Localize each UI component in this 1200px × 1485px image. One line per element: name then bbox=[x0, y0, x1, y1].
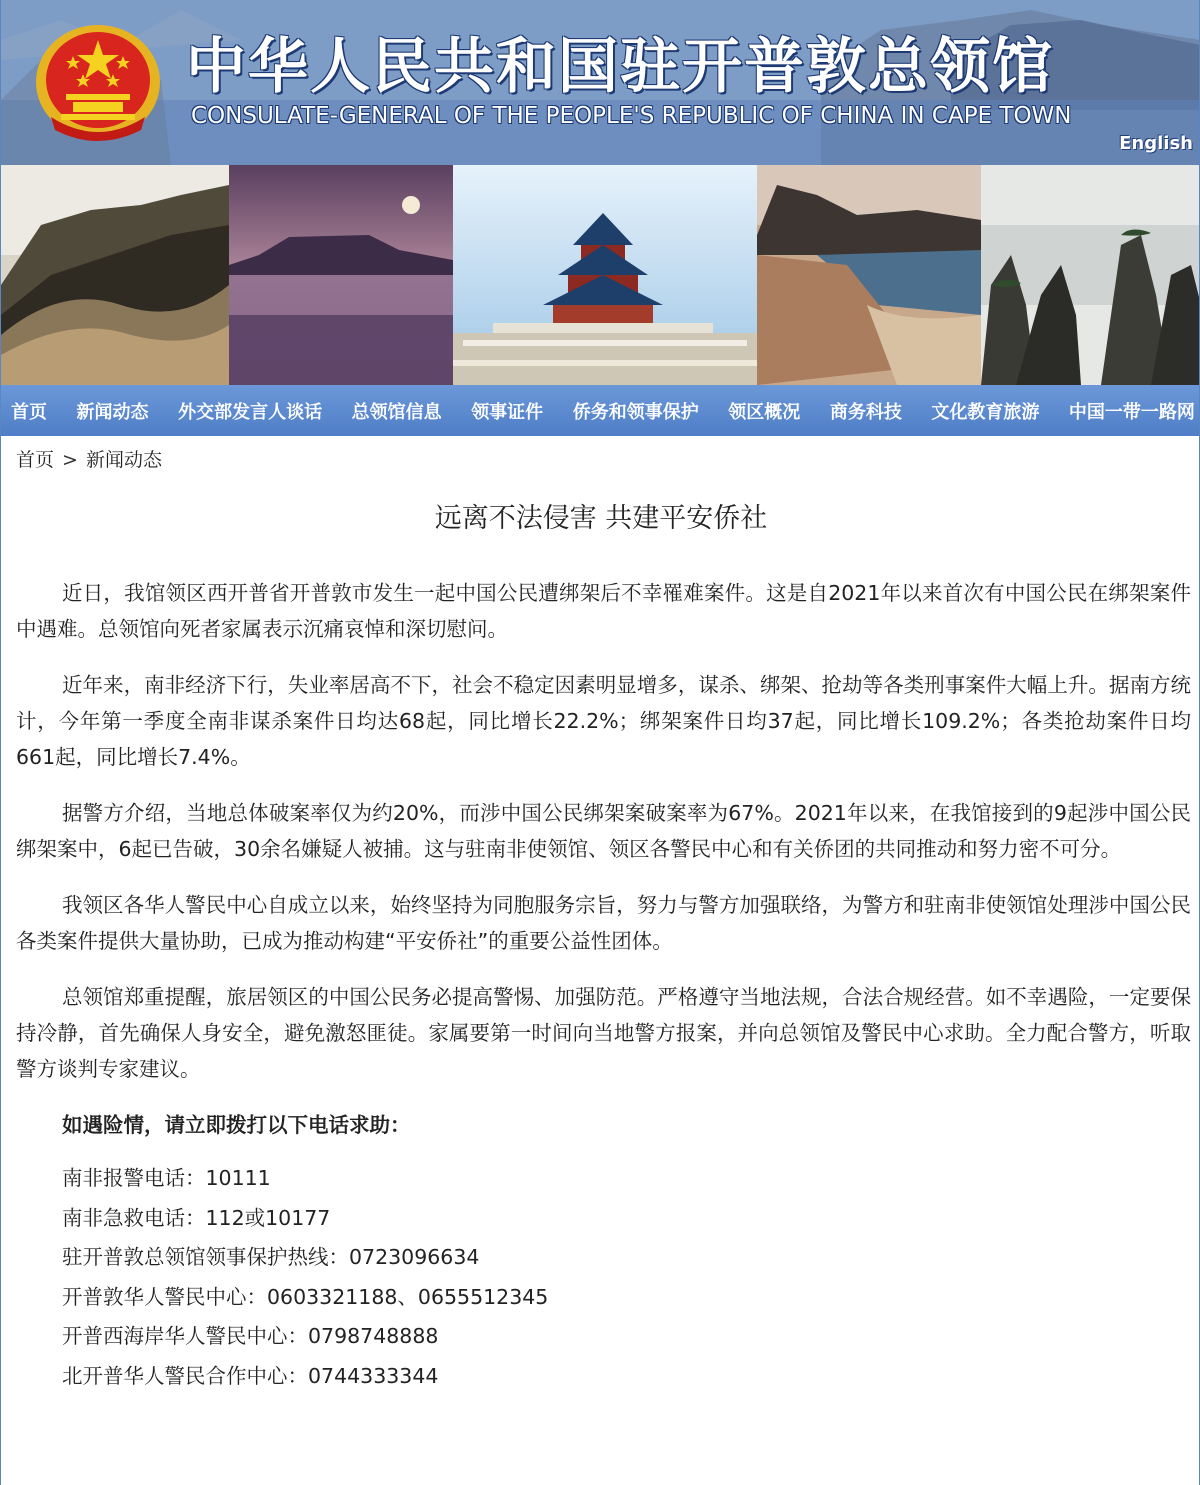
contact-item: 驻开普敦总领馆领事保护热线：0723096634 bbox=[62, 1245, 480, 1269]
contact-item: 南非报警电话：10111 bbox=[62, 1166, 271, 1190]
nav-item-news[interactable]: 新闻动态 bbox=[76, 401, 149, 423]
header-banner bbox=[1, 0, 1200, 165]
english-language-link[interactable]: English bbox=[1119, 133, 1193, 154]
misty-peaks-photo bbox=[981, 165, 1200, 385]
cape-coast-photo bbox=[757, 165, 981, 385]
article-paragraph: 近年来，南非经济下行，失业率居高不下，社会不稳定因素明显增多，谋杀、绑架、抢劫等各类刑事案件大幅上升。据南方统计，今年第一季度全南非谋杀案件日均达68起，同比增长22.2%；绑架案件日均37起，同比增长109.2%；各类抢劫案件日均661起，同比增长7.4%。 bbox=[16, 673, 1191, 769]
article-paragraph: 我领区各华人警民中心自成立以来，始终坚持为同胞服务宗旨，努力与警方加强联络，为警方和驻南非使领馆处理涉中国公民各类案件提供大量协助，已成为推动构建“平安侨社”的重要公益性团体。 bbox=[16, 893, 1191, 953]
nav-item-home[interactable]: 首页 bbox=[11, 401, 47, 423]
contact-item: 北开普华人警民合作中心：0744333344 bbox=[62, 1363, 439, 1388]
main-navigation bbox=[1, 385, 1200, 436]
emergency-heading: 如遇险情，请立即拨打以下电话求助： bbox=[62, 1113, 411, 1137]
nav-item-spokesperson[interactable]: 外交部发言人谈话 bbox=[178, 401, 323, 423]
contact-item: 南非急救电话：112或10177 bbox=[62, 1205, 331, 1230]
contact-item: 开普西海岸华人警民中心：0798748888 bbox=[62, 1324, 439, 1348]
contact-item: 开普敦华人警民中心：0603321188、0655512345 bbox=[62, 1284, 549, 1309]
photo-strip bbox=[1, 165, 1200, 385]
article-paragraph: 总领馆郑重提醒，旅居领区的中国公民务必提高警惕、加强防范。严格遵守当地法规，合法合规经营。如不幸遇险，一定要保持冷静，首先确保人身安全，避免激怒匪徒。家属要第一时间向当地警方报案，并向总领馆及警民中心求助。全力配合警方，听取警方谈判专家建议。 bbox=[16, 985, 1191, 1081]
table-mountain-dusk-photo bbox=[229, 165, 453, 385]
nav-item-district-overview[interactable]: 领区概况 bbox=[728, 401, 801, 423]
site-title-english: CONSULATE-GENERAL OF THE PEOPLE'S REPUBLIC OF CHINA IN CAPE TOWN bbox=[191, 103, 1072, 129]
breadcrumb-current-link[interactable]: 新闻动态 bbox=[85, 449, 162, 471]
nav-item-consular-protection[interactable]: 侨务和领事保护 bbox=[572, 401, 699, 423]
breadcrumb-home-link[interactable]: 首页 bbox=[16, 449, 55, 471]
article-paragraph: 据警方介绍，当地总体破案率仅为约20%，而涉中国公民绑架案破案率为67%。2021年以来，在我馆接到的9起涉中国公民绑架案中，6起已告破，30余名嫌疑人被捕。这与驻南非使领馆、领区各警民中心和有关侨团的共同推动和努力密不可分。 bbox=[16, 801, 1191, 861]
temple-of-heaven-photo bbox=[453, 165, 757, 385]
nav-item-belt-and-road[interactable]: 中国一带一路网 bbox=[1068, 401, 1195, 423]
article-title: 远离不法侵害 共建平安侨社 bbox=[434, 503, 768, 534]
emergency-contacts-list bbox=[16, 1159, 1191, 1396]
national-emblem-icon bbox=[31, 22, 166, 142]
site-title-chinese: 中华人民共和国驻开普敦总领馆 bbox=[186, 32, 1054, 102]
nav-item-consular-documents[interactable]: 领事证件 bbox=[471, 401, 544, 423]
nav-item-business-tech[interactable]: 商务科技 bbox=[829, 401, 902, 423]
nav-item-consulate-info[interactable]: 总领馆信息 bbox=[351, 401, 442, 423]
article-paragraph: 近日，我馆领区西开普省开普敦市发生一起中国公民遭绑架后不幸罹难案件。这是自2021年以来首次有中国公民在绑架案件中遇难。总领馆向死者家属表示沉痛哀悼和深切慰问。 bbox=[16, 581, 1191, 641]
nav-item-culture-education[interactable]: 文化教育旅游 bbox=[931, 401, 1040, 423]
breadcrumb-separator: > bbox=[62, 449, 78, 471]
great-wall-photo bbox=[1, 165, 229, 385]
breadcrumb bbox=[16, 447, 162, 473]
article-body bbox=[16, 575, 1191, 1396]
